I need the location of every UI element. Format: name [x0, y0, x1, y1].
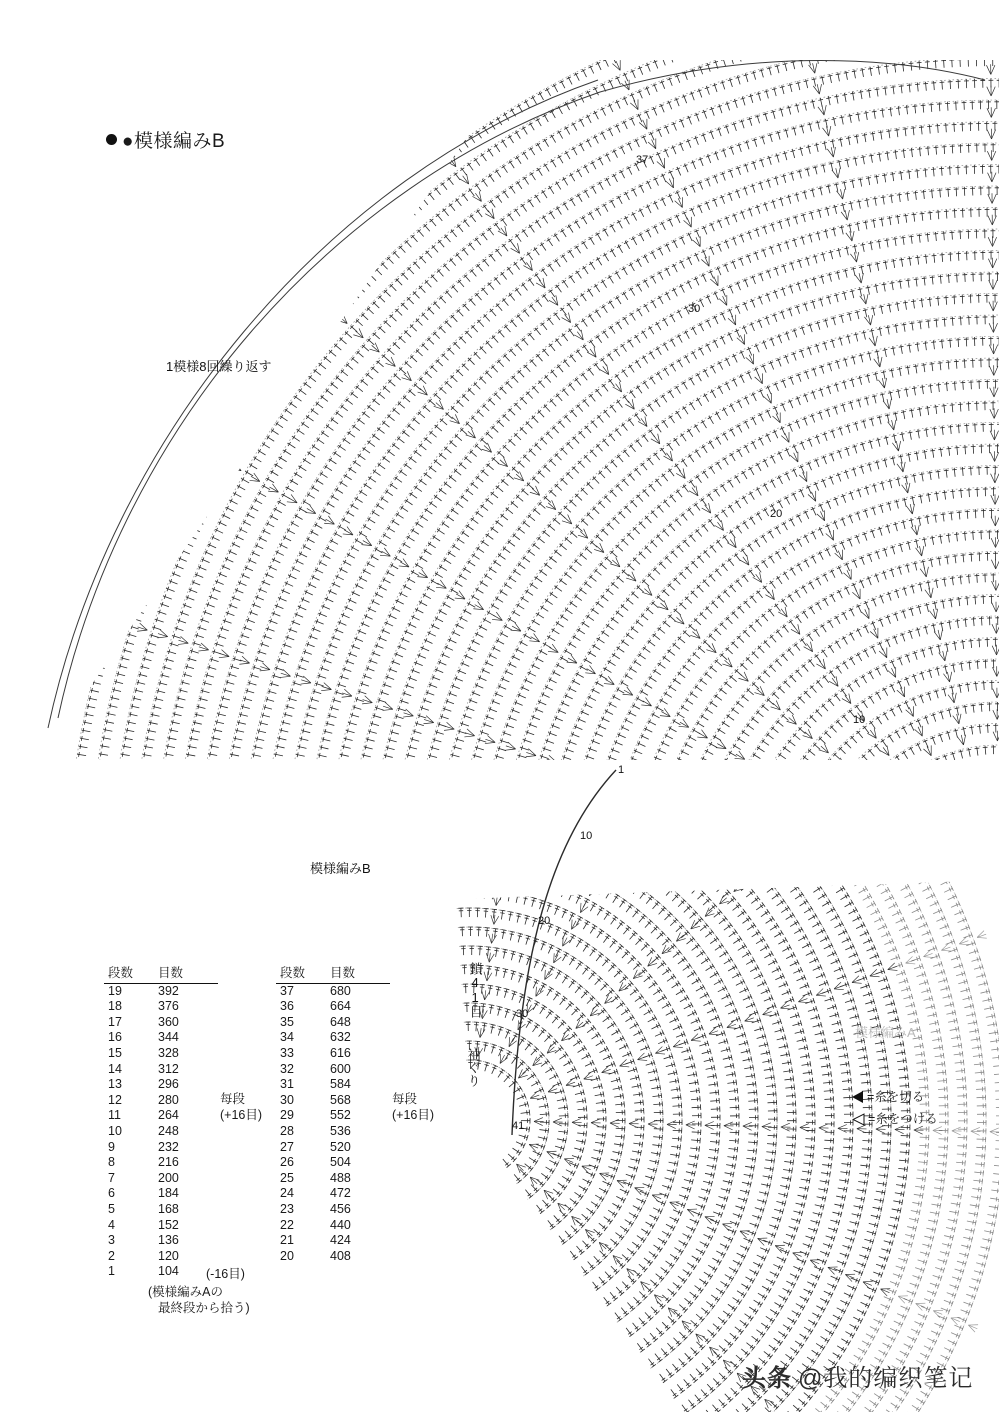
cell-row-number: 30: [280, 1092, 294, 1107]
cell-row-number: 27: [280, 1139, 294, 1154]
ring-number-30: 30: [688, 303, 701, 315]
table-row: [276, 1171, 390, 1187]
cell-row-number: 2: [108, 1248, 115, 1263]
cell-stitch-count: 520: [330, 1139, 351, 1154]
row-number-10: 10: [580, 830, 593, 842]
cell-stitch-count: 456: [330, 1201, 351, 1216]
table-row: [276, 1249, 390, 1266]
cell-stitch-count: 216: [158, 1155, 179, 1170]
table-row: [276, 1233, 390, 1249]
cell-row-number: 16: [108, 1030, 122, 1045]
page-title: [106, 126, 225, 153]
table-row: [276, 1030, 390, 1046]
col-header-row-left: 段数: [104, 966, 154, 983]
repeat-label: 1模様8回繰り返す: [166, 359, 272, 374]
cell-row-number: 35: [280, 1014, 294, 1029]
ring-number-20: 20: [770, 508, 783, 520]
table-footnote: [148, 1284, 250, 1317]
cell-row-number: 25: [280, 1170, 294, 1185]
cell-stitch-count: 648: [330, 1014, 351, 1029]
table-row: [104, 1233, 218, 1249]
cell-stitch-count: 408: [330, 1248, 351, 1263]
cell-stitch-count: 360: [158, 1014, 179, 1029]
cell-row-number: 24: [280, 1186, 294, 1201]
table-footnote-line1: (模様編みAの: [148, 1285, 224, 1299]
armhole-label: 袖ぐり: [465, 1048, 481, 1087]
cell-stitch-count: 264: [158, 1108, 179, 1123]
cell-stitch-count: 104: [158, 1264, 179, 1279]
cell-row-number: 5: [108, 1201, 115, 1216]
cell-row-number: 1: [108, 1264, 115, 1279]
table-row: [276, 1015, 390, 1031]
cell-stitch-count: 600: [330, 1061, 351, 1076]
cell-row-number: 26: [280, 1155, 294, 1170]
cell-stitch-count: 680: [330, 983, 351, 998]
stitch-count-table-left: [104, 966, 263, 1316]
cell-stitch-count: 120: [158, 1248, 179, 1263]
cell-row-number: 8: [108, 1155, 115, 1170]
cell-row-number: 19: [108, 983, 122, 998]
cell-stitch-count: 552: [330, 1108, 351, 1123]
stitch-count-table-right: [276, 966, 435, 1281]
cell-row-number: 14: [108, 1061, 122, 1076]
cell-stitch-count: 136: [158, 1233, 179, 1248]
cell-row-number: 11: [108, 1108, 121, 1123]
table-row: [104, 1015, 218, 1031]
legend-row-cut: [852, 1086, 938, 1108]
cell-stitch-count: 504: [330, 1155, 351, 1170]
cell-row-number: 33: [280, 1045, 294, 1060]
cell-row-number: 15: [108, 1045, 122, 1060]
table-row: [276, 1202, 390, 1218]
table-row: [104, 1218, 218, 1234]
cell-row-number: 12: [108, 1092, 122, 1107]
brace-right: [392, 1092, 434, 1123]
table-row: [104, 1155, 218, 1171]
cell-stitch-count: 344: [158, 1030, 179, 1045]
cell-stitch-count: 248: [158, 1123, 179, 1138]
title-text: ●模様編みB: [122, 131, 226, 152]
table-footnote-line2: 最終段から拾う): [158, 1301, 250, 1316]
table-row: [104, 1124, 218, 1140]
cell-row-number: 31: [280, 1077, 294, 1092]
col-header-row-right: 段数: [276, 966, 326, 983]
cell-row-number: 37: [280, 983, 294, 998]
cell-stitch-count: 472: [330, 1186, 351, 1201]
cell-stitch-count: 584: [330, 1077, 351, 1092]
ring-number-37: 37: [636, 154, 649, 166]
cell-stitch-count: 664: [330, 999, 351, 1014]
cell-row-number: 3: [108, 1233, 115, 1248]
cell-stitch-count: 312: [158, 1061, 179, 1076]
col-header-stitches-right: 目数: [326, 966, 390, 983]
table-row: [104, 1264, 218, 1281]
legend-label-cut: =糸を切る: [867, 1090, 925, 1104]
row1-note: (-16目): [206, 1267, 245, 1281]
col-header-stitches-left: 目数: [154, 966, 218, 983]
table-row: [104, 1108, 218, 1124]
cell-row-number: 18: [108, 999, 122, 1014]
cell-row-number: 23: [280, 1201, 294, 1216]
table-row: [276, 1140, 390, 1156]
cell-row-number: 13: [108, 1077, 122, 1092]
cell-stitch-count: 632: [330, 1030, 351, 1045]
cell-row-number: 32: [280, 1061, 294, 1076]
table-row: [104, 983, 218, 999]
cell-stitch-count: 232: [158, 1139, 179, 1154]
table-row: [276, 1108, 390, 1124]
cell-row-number: 10: [108, 1123, 122, 1138]
table-row: [276, 1218, 390, 1234]
cell-row-number: 28: [280, 1123, 294, 1138]
cell-stitch-count: 616: [330, 1045, 351, 1060]
legend: [852, 1086, 938, 1130]
table-row: [104, 1046, 218, 1062]
table-row: [104, 1030, 218, 1046]
cell-stitch-count: 440: [330, 1217, 351, 1232]
legend-label-join: =糸をつける: [868, 1112, 938, 1126]
pattern-b-label: 模様編みB: [310, 861, 371, 876]
cell-row-number: 17: [108, 1014, 122, 1029]
cell-stitch-count: 296: [158, 1077, 179, 1092]
cell-stitch-count: 200: [158, 1170, 179, 1185]
cell-row-number: 22: [280, 1217, 294, 1232]
cell-stitch-count: 168: [158, 1201, 179, 1216]
table-row: [104, 1171, 218, 1187]
watermark-logo: 头条: [742, 1365, 792, 1392]
brace-left: [220, 1092, 262, 1123]
cell-stitch-count: 280: [158, 1092, 179, 1107]
brace-left-line2: (+16目): [220, 1107, 263, 1122]
pattern-a-label: 模様編みA: [855, 1025, 916, 1040]
brace-right-line2: (+16目): [392, 1107, 435, 1122]
chain-41-label: 鎖41目: [467, 962, 483, 1018]
table-row: [276, 1186, 390, 1202]
cell-stitch-count: 328: [158, 1045, 179, 1060]
table-row: [276, 1077, 390, 1093]
row-number-20: 20: [538, 915, 551, 927]
table-row: [276, 1155, 390, 1171]
cell-stitch-count: 568: [330, 1092, 351, 1107]
row-number-1: 1: [618, 764, 625, 776]
hollow-left-triangle-icon: [852, 1113, 865, 1126]
cell-row-number: 20: [280, 1248, 294, 1263]
cell-stitch-count: 424: [330, 1233, 351, 1248]
table-row: [104, 1249, 218, 1265]
row-number-30: 30: [516, 1008, 529, 1020]
table-row: [104, 1093, 218, 1109]
table-row: [104, 999, 218, 1015]
cell-row-number: 36: [280, 999, 294, 1014]
legend-row-join: [852, 1108, 938, 1130]
filled-left-triangle-icon: [852, 1091, 863, 1103]
bullet-icon: [106, 134, 117, 145]
cell-stitch-count: 184: [158, 1186, 179, 1201]
ring-number-10: 10: [853, 714, 866, 726]
cell-stitch-count: 376: [158, 999, 179, 1014]
brace-left-line1: 每段: [220, 1092, 246, 1106]
table-row: [276, 999, 390, 1015]
cell-stitch-count: 152: [158, 1217, 179, 1232]
cell-row-number: 6: [108, 1186, 115, 1201]
watermark: [742, 1358, 973, 1393]
cell-stitch-count: 536: [330, 1123, 351, 1138]
table-row: [276, 1124, 390, 1140]
table-row: [276, 1046, 390, 1062]
cell-row-number: 29: [280, 1108, 294, 1123]
cell-stitch-count: 488: [330, 1170, 351, 1185]
row-number-41: 41: [512, 1120, 525, 1132]
cell-row-number: 4: [108, 1217, 115, 1232]
watermark-text: @我的编织笔记: [798, 1365, 974, 1392]
stitch-count-tables: [104, 966, 435, 1316]
cell-stitch-count: 392: [158, 983, 179, 998]
table-row: [104, 1202, 218, 1218]
brace-right-line1: 每段: [392, 1092, 418, 1106]
table-row: [104, 1140, 218, 1156]
table-row: [276, 983, 390, 999]
cell-row-number: 9: [108, 1139, 115, 1154]
table-row: [276, 1093, 390, 1109]
table-row: [104, 1077, 218, 1093]
cell-row-number: 21: [280, 1233, 294, 1248]
table-row: [104, 1062, 218, 1078]
table-row: [104, 1186, 218, 1202]
cell-row-number: 7: [108, 1170, 115, 1185]
table-row: [276, 1062, 390, 1078]
cell-row-number: 34: [280, 1030, 294, 1045]
